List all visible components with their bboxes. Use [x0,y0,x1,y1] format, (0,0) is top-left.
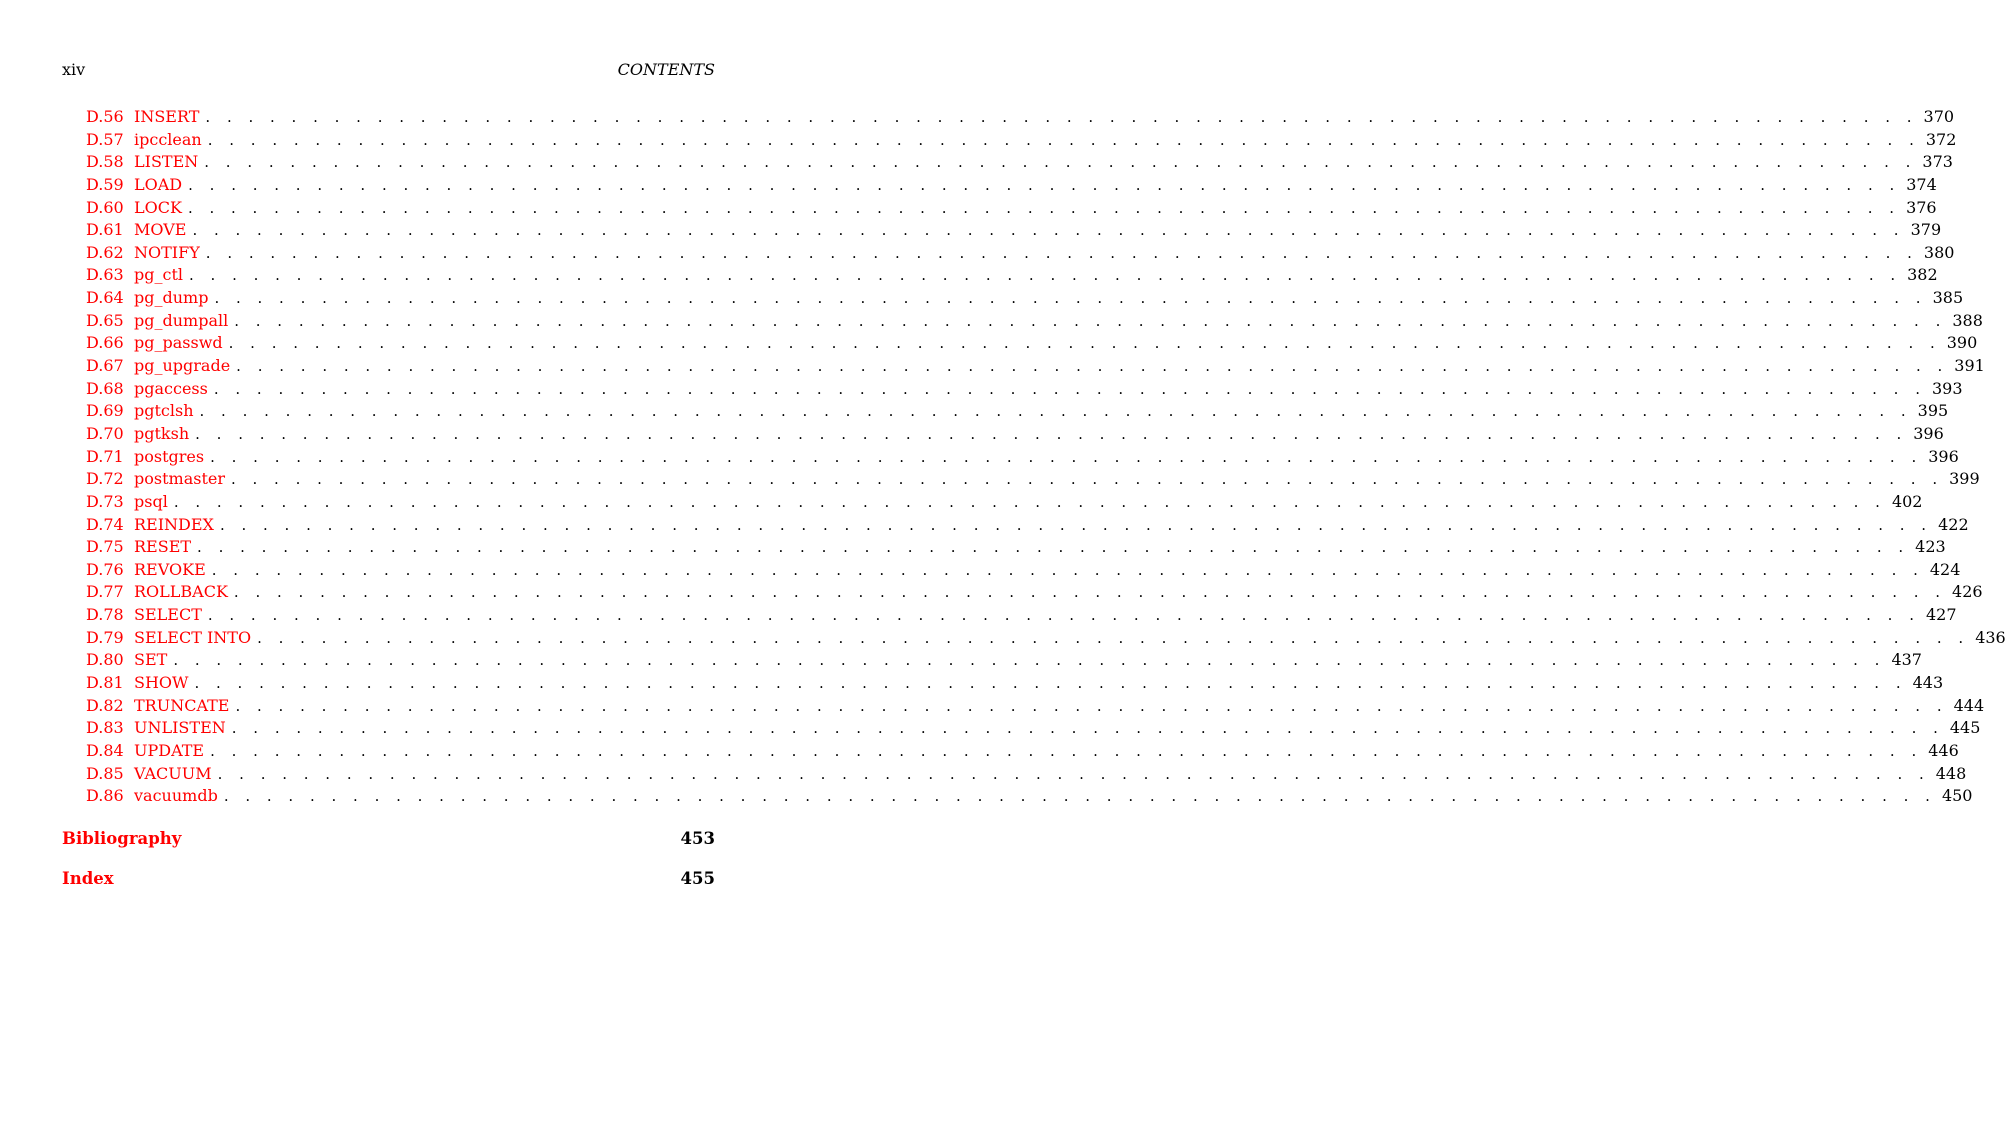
toc-entry-line [134,536,1946,559]
toc-entry-page: 380 [1923,242,1955,262]
dot-leader: . . . . . . . . . . . . . . . . . . . . . . . . . . . . . . . . . . . . . . . . . . . . . . . . . . . . . . . . . . . . . . . . . . . . . . . . . . . . . . . . [228,334,1941,353]
toc-entry-title[interactable]: REINDEX [134,514,220,537]
toc-entry-number[interactable]: D.86 [86,786,124,806]
toc-chapter-entry[interactable] [62,826,715,852]
toc-entry-page: 396 [1913,423,1944,443]
dot-leader: . . . . . . . . . . . . . . . . . . . . . . . . . . . . . . . . . . . . . . . . . . . . . . . . . . . . . . . . . . . . . . . . . . . . . . . . . . . . . . . . [194,674,1907,693]
toc-entry-page: 436 [1975,627,2006,647]
toc-entry-line [134,264,1938,287]
toc-entry-title[interactable]: VACUUM [134,763,218,786]
dot-leader: . . . . . . . . . . . . . . . . . . . . . . . . . . . . . . . . . . . . . . . . . . . . . . . . . . . . . . . . . . . . . . . . . . . . . . . . . . . . . . . . [210,447,1923,466]
toc-entry-line [134,763,1967,786]
toc-entry-title[interactable]: UNLISTEN [134,717,232,740]
toc-entry[interactable] [0,242,1955,265]
toc-entry-number[interactable]: D.71 [86,446,124,466]
toc-entry-number[interactable]: D.73 [86,491,124,511]
toc-entry-title[interactable]: SELECT INTO [134,627,257,650]
toc-entry[interactable] [0,106,1955,129]
toc-entry-title[interactable]: psql [134,491,174,514]
toc-entry-page: 444 [1953,695,1985,715]
toc-entry-page: 395 [1917,401,1949,421]
dot-leader: . . . . . . . . . . . . . . . . . . . . . . . . . . . . . . . . . . . . . . . . . . . . . . . . . . . . . . . . . . . . . . . . . . . . . . . . . . . . . . . . [207,606,1920,625]
toc-entry[interactable] [0,129,1957,152]
page-number: xiv [62,60,86,79]
toc-entry-title[interactable]: postgres [134,446,210,469]
toc-entry-page: 372 [1925,129,1957,149]
toc-entry[interactable] [0,332,1978,355]
toc-entry-line [134,197,1937,220]
dot-leader: . . . . . . . . . . . . . . . . . . . . . . . . . . . . . . . . . . . . . . . . . . . . . . . . . . . . . . . . . . . . . . . . . . . . . . . . . . . . . . . . [173,492,1886,511]
toc-entry-line [134,559,1961,582]
toc-entry-number[interactable]: D.72 [86,469,124,489]
toc-entry-line [134,649,1922,672]
toc-entry[interactable] [0,151,1953,174]
toc-entry-title[interactable]: pg_dumpall [134,310,234,333]
table-of-contents [0,106,2006,808]
toc-entry-line [134,581,1983,604]
toc-entry-line [134,106,1955,129]
toc-entry-title[interactable]: SET [134,649,173,672]
toc-entry-line [134,695,1985,718]
toc-entry-number[interactable]: D.69 [86,401,124,421]
toc-entry-page: 393 [1931,378,1963,398]
dot-leader: . . . . . . . . . . . . . . . . . . . . . . . . . . . . . . . . . . . . . . . . . . . . . . . . . . . . . . . . . . . . . . . . . . . . . . . . . . . . . . . . [192,221,1905,240]
dot-leader: . . . . . . . . . . . . . . . . . . . . . . . . . . . . . . . . . . . . . . . . . . . . . . . . . . . . . . . . . . . . . . . . . . . . . . . . . . . . . . . . [235,696,1948,715]
toc-entry[interactable] [0,740,1959,763]
dot-leader: . . . . . . . . . . . . . . . . . . . . . . . . . . . . . . . . . . . . . . . . . . . . . . . . . . . . . . . . . . . . . . . . . . . . . . . . . . . . . . . . [236,357,1949,376]
toc-chapter-title[interactable]: Bibliography [62,829,182,848]
toc-entry[interactable] [0,219,1942,242]
toc-entry-number[interactable]: D.59 [86,174,124,194]
toc-entry-number[interactable]: D.58 [86,152,124,172]
toc-entry[interactable] [0,627,2006,650]
toc-entry-page: 376 [1906,197,1937,217]
toc-entry[interactable] [0,717,1981,740]
toc-entry-line [134,717,1981,740]
toc-entry-number[interactable]: D.78 [86,605,124,625]
toc-entry-number[interactable]: D.56 [86,107,124,126]
dot-leader: . . . . . . . . . . . . . . . . . . . . . . . . . . . . . . . . . . . . . . . . . . . . . . . . . . . . . . . . . . . . . . . . . . . . . . . . . . . . . . . . [214,289,1927,308]
toc-entry-page: 373 [1922,152,1953,172]
toc-entry-line [134,400,1949,423]
toc-entry-line [134,151,1953,174]
toc-entry-page: 379 [1910,220,1942,240]
toc-entry-number[interactable]: D.61 [86,220,124,240]
toc-entry[interactable] [0,264,1938,287]
toc-entry-number[interactable]: D.81 [86,673,124,693]
toc-entry-page: 399 [1949,469,1980,489]
dot-leader: . . . . . . . . . . . . . . . . . . . . . . . . . . . . . . . . . . . . . . . . . . . . . . . . . . . . . . . . . . . . . . . . . . . . . . . . . . . . . . . . [204,153,1917,172]
dot-leader: . . . . . . . . . . . . . . . . . . . . . . . . . . . . . . . . . . . . . . . . . . . . . . . . . . . . . . . . . . . . . . . . . . . . . . . . . . . . . . . . [199,402,1912,421]
toc-chapter-title[interactable]: Index [62,869,114,888]
toc-entry-number[interactable]: D.79 [86,627,124,647]
toc-entry-page: 445 [1949,718,1981,738]
toc-entry[interactable] [0,536,1946,559]
toc-entry-title[interactable]: UPDATE [134,740,210,763]
dot-leader: . . . . . . . . . . . . . . . . . . . . . . . . . . . . . . . . . . . . . . . . . . . . . . . . . . . . . . . . . . . . . . . . . . . . . . . . . . . . . . . . [195,424,1908,443]
dot-leader: . . . . . . . . . . . . . . . . . . . . . . . . . . . . . . . . . . . . . . . . . . . . . . . . . . . . . . . . . . . . . . . . . . . . . . . . . . . . . . . . [211,560,1924,579]
toc-entry-number[interactable]: D.67 [86,356,124,376]
dot-leader: . . . . . . . . . . . . . . . . . . . . . . . . . . . . . . . . . . . . . . . . . . . . . . . . . . . . . . . . . . . . . . . . . . . . . . . . . . . . . . . . [207,130,1920,149]
toc-entry-page: 370 [1923,107,1955,126]
toc-entry[interactable] [0,491,1923,514]
toc-entry-line [134,242,1955,265]
toc-entry-number[interactable]: D.63 [86,265,124,285]
toc-entry[interactable] [0,581,1983,604]
toc-entry-title[interactable]: pg_ctl [134,264,189,287]
dot-leader: . . . . . . . . . . . . . . . . . . . . . . . . . . . . . . . . . . . . . . . . . . . . . . . . . . . . . . . . . . . . . . . . . . . . . . . . . . . . . . . . [234,311,1947,330]
toc-entry-title[interactable]: pg_passwd [134,332,229,355]
toc-entry[interactable] [0,310,1983,333]
toc-entry-line [134,672,1944,695]
toc-entry[interactable] [0,604,1957,627]
dot-leader: . . . . . . . . . . . . . . . . . . . . . . . . . . . . . . . . . . . . . . . . . . . . . . . . . . . . . . . . . . . . . . . . . . . . . . . . . . . . . . . . [217,764,1930,783]
toc-entry[interactable] [0,514,1969,537]
toc-entry-page: 450 [1941,786,1973,806]
dot-leader: . . . . . . . . . . . . . . . . . . . . . . . . . . . . . . . . . . . . . . . . . . . . . . . . . . . . . . . . . . . . . . . . . . . . . . . . . . . . . . . . [189,266,1902,285]
dot-leader: . . . . . . . . . . . . . . . . . . . . . . . . . . . . . . . . . . . . . . . . . . . . . . . . . . . . . . . . . . . . . . . . . . . . . . . . . . . . . . . . [233,583,1947,602]
toc-chapter-page: 455 [680,869,715,888]
toc-entry-line [134,468,1980,491]
toc-entry[interactable] [0,378,1963,401]
toc-entry-title[interactable]: SHOW [134,672,194,695]
toc-entry-number[interactable]: D.83 [86,718,124,738]
toc-entry-title[interactable]: INSERT [134,106,205,129]
toc-entry-page: 388 [1952,310,1983,330]
toc-entry-number[interactable]: D.66 [86,333,124,353]
toc-entry-line [134,740,1959,763]
toc-entry-line [134,287,1964,310]
toc-entry-title[interactable]: pgaccess [134,378,214,401]
toc-entry-line [134,355,1985,378]
toc-entry-number[interactable]: D.80 [86,650,124,670]
toc-entry-title[interactable]: MOVE [134,219,192,242]
toc-entry-line [134,491,1923,514]
toc-entry-page: 427 [1925,605,1957,625]
toc-entry-number[interactable]: D.60 [86,197,124,217]
toc-entry-number[interactable]: D.57 [86,129,124,149]
toc-entry-page: 385 [1932,288,1964,308]
toc-entry[interactable] [0,672,1944,695]
dot-leader: . . . . . . . . . . . . . . . . . . . . . . . . . . . . . . . . . . . . . . . . . . . . . . . . . . . . . . . . . . . . . . . . . . . . . . . . . . . . . . . . [205,108,1918,126]
toc-entry-number[interactable]: D.64 [86,288,124,308]
dot-leader: . . . . . . . . . . . . . . . . . . . . . . . . . . . . . . . . . . . . . . . . . . . . . . . . . . . . . . . . . . . . . . . . . . . . . . . . . . . . . . . . [210,741,1923,760]
toc-entry-page: 423 [1915,537,1946,557]
toc-entry-title[interactable]: ipcclean [134,129,208,152]
toc-entry-number[interactable]: D.84 [86,740,124,760]
toc-chapter-entry[interactable] [62,866,715,892]
toc-entry-number[interactable]: D.77 [86,582,124,602]
toc-entry-number[interactable]: D.85 [86,763,124,783]
toc-entry-title[interactable]: pgtksh [134,423,195,446]
toc-entry-number[interactable]: D.70 [86,423,124,443]
toc-entry-page: 443 [1912,673,1944,693]
toc-entry-line [134,627,2006,650]
toc-entry-title[interactable]: REVOKE [134,559,212,582]
dot-leader: . . . . . . . . . . . . . . . . . . . . . . . . . . . . . . . . . . . . . . . . . . . . . . . . . . . . . . . . . . . . . . . . . . . . . . . . . . . . . . . . [205,243,1918,262]
toc-entry[interactable] [0,559,1961,582]
toc-entry[interactable] [0,785,1973,808]
toc-entry[interactable] [0,400,1949,423]
toc-entry-number[interactable]: D.68 [86,378,124,398]
toc-entry-line [134,219,1942,242]
toc-entry-title[interactable]: pgtclsh [134,400,200,423]
dot-leader: . . . . . . . . . . . . . . . . . . . . . . . . . . . . . . . . . . . . . . . . . . . . . . . . . . . . . . . . . . . . . . . . . . . . . . . . . . . . . . . . [219,515,1933,534]
toc-entry-page: 424 [1929,559,1961,579]
toc-entry-number[interactable]: D.82 [86,695,124,715]
toc-entry-title[interactable]: LOCK [134,197,188,220]
toc-entry-title[interactable]: LISTEN [134,151,204,174]
toc-entry-page: 390 [1946,333,1978,353]
toc-entry[interactable] [0,287,1964,310]
toc-entry-line [134,785,1973,808]
toc-entry-number[interactable]: D.74 [86,514,124,534]
dot-leader: . . . . . . . . . . . . . . . . . . . . . . . . . . . . . . . . . . . . . . . . . . . . . . . . . . . . . . . . . . . . . . . . . . . . . . . . . . . . . . . . [173,651,1886,670]
toc-entry-title[interactable]: LOAD [134,174,188,197]
toc-chapter-page: 453 [680,829,715,848]
toc-entry-title[interactable]: pg_dump [134,287,214,310]
toc-entry-number[interactable]: D.75 [86,537,124,557]
toc-entry[interactable] [0,355,1985,378]
dot-leader: . . . . . . . . . . . . . . . . . . . . . . . . . . . . . . . . . . . . . . . . . . . . . . . . . . . . . . . . . . . . . . . . . . . . . . . . . . . . . . . . [223,787,1936,806]
toc-entry-number[interactable]: D.76 [86,559,124,579]
toc-entry[interactable] [0,423,1944,446]
toc-entry-page: 374 [1906,174,1937,194]
toc-entry[interactable] [0,763,1967,786]
toc-entry-line [134,378,1963,401]
toc-entry-number[interactable]: D.62 [86,242,124,262]
toc-entry-line [134,446,1959,469]
toc-entry-page: 402 [1891,491,1923,511]
toc-entry-page: 422 [1938,514,1969,534]
toc-entry-page: 426 [1952,582,1983,602]
toc-entry-line [134,423,1944,446]
toc-entry[interactable] [0,468,1980,491]
toc-entry-title[interactable]: ROLLBACK [134,581,234,604]
toc-entry-title[interactable]: SELECT [134,604,208,627]
toc-entry[interactable] [0,446,1959,469]
toc-entry-page: 448 [1935,763,1967,783]
toc-entry[interactable] [0,695,1985,718]
toc-entry-line [134,514,1969,537]
toc-entry-title[interactable]: TRUNCATE [134,695,235,718]
dot-leader: . . . . . . . . . . . . . . . . . . . . . . . . . . . . . . . . . . . . . . . . . . . . . . . . . . . . . . . . . . . . . . . . . . . . . . . . . . . . . . . . [231,719,1944,738]
toc-entry-page: 446 [1928,740,1959,760]
toc-entry[interactable] [0,174,1937,197]
toc-entry-line [134,332,1978,355]
toc-entry-number[interactable]: D.65 [86,310,124,330]
toc-entry-title[interactable]: postmaster [134,468,231,491]
toc-entry-line [134,129,1957,152]
toc-entry-page: 396 [1928,446,1959,466]
dot-leader: . . . . . . . . . . . . . . . . . . . . . . . . . . . . . . . . . . . . . . . . . . . . . . . . . . . . . . . . . . . . . . . . . . . . . . . . . . . . . . . . [213,379,1926,398]
dot-leader: . . . . . . . . . . . . . . . . . . . . . . . . . . . . . . . . . . . . . . . . . . . . . . . . . . . . . . . . . . . . . . . . . . . . . . . . . . . . . . . . [188,175,1901,194]
toc-entry-line [134,310,1983,333]
dot-leader: . . . . . . . . . . . . . . . . . . . . . . . . . . . . . . . . . . . . . . . . . . . . . . . . . . . . . . . . . . . . . . . . . . . . . . . . . . . . . . . . [197,538,1910,557]
toc-entry-title[interactable]: pg_upgrade [134,355,236,378]
toc-entry-title[interactable]: NOTIFY [134,242,206,265]
toc-entry[interactable] [0,649,1922,672]
toc-entry-page: 437 [1891,650,1922,670]
toc-entry-line [134,604,1957,627]
toc-entry-line [134,174,1937,197]
toc-entry-page: 382 [1907,265,1938,285]
dot-leader: . . . . . . . . . . . . . . . . . . . . . . . . . . . . . . . . . . . . . . . . . . . . . . . . . . . . . . . . . . . . . . . . . . . . . . . . . . . . . . . . [187,198,1901,217]
toc-entry[interactable] [0,197,1937,220]
toc-entry-title[interactable]: RESET [134,536,197,559]
dot-leader: . . . . . . . . . . . . . . . . . . . . . . . . . . . . . . . . . . . . . . . . . . . . . . . . . . . . . . . . . . . . . . . . . . . . . . . . . . . . . . . . [230,470,1944,489]
toc-entry-title[interactable]: vacuumdb [134,785,224,808]
running-head [62,58,715,82]
running-title: CONTENTS [617,60,715,79]
dot-leader: . . . . . . . . . . . . . . . . . . . . . . . . . . . . . . . . . . . . . . . . . . . . . . . . . . . . . . . . . . . . . . . . . . . . . . . . . . . . . . . . [257,628,1970,647]
toc-entry-page: 391 [1954,356,1985,376]
